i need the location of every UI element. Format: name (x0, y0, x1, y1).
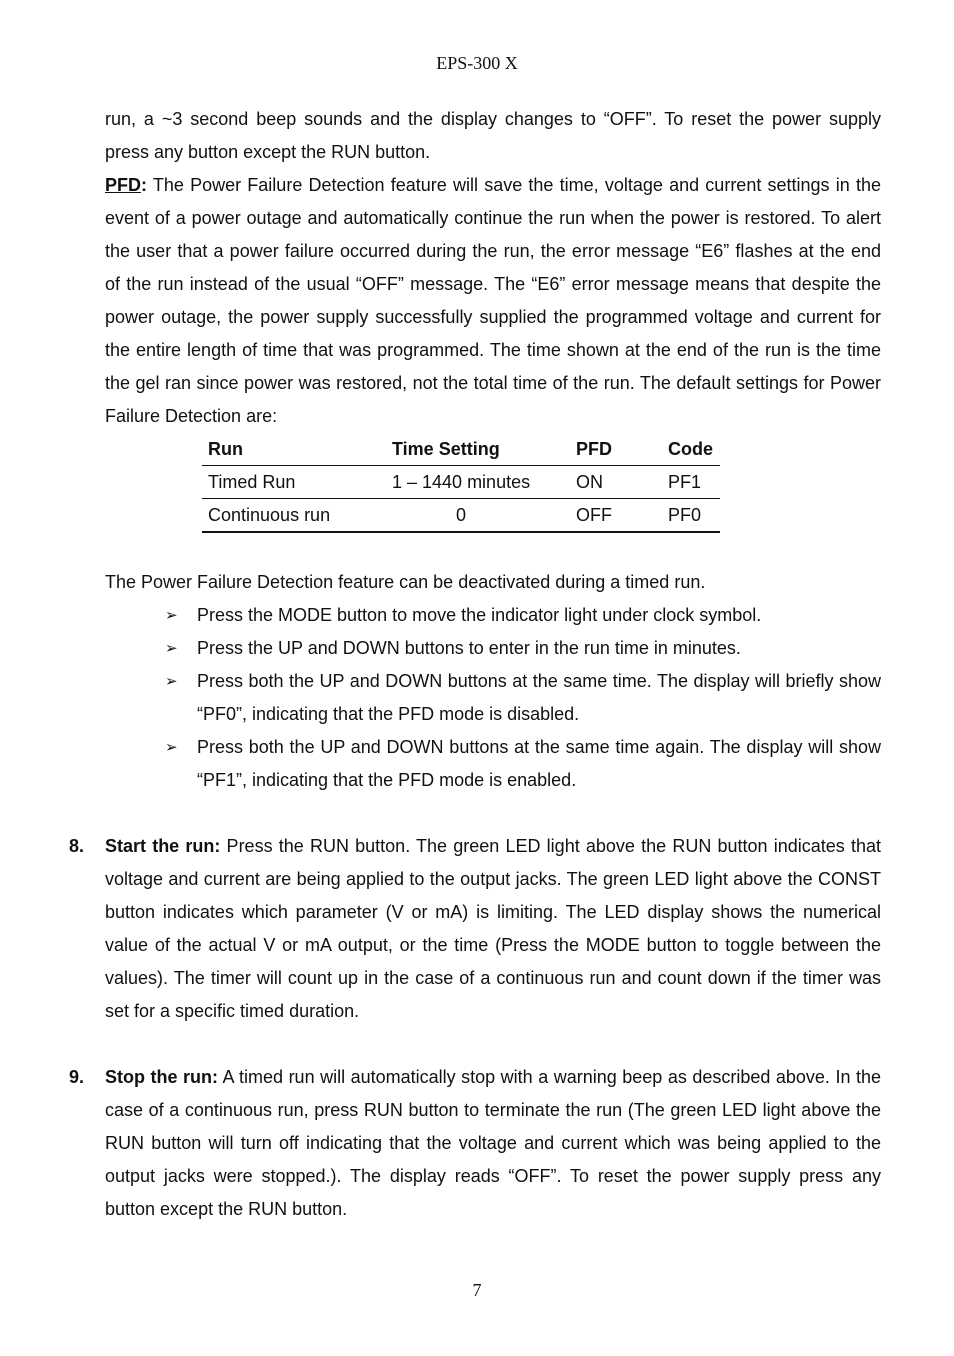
arrow-bullet-icon: ➢ (165, 673, 178, 690)
step-text: A timed run will automatically stop with a warning beep as described above. In the case of a continuous run, press RUN button to terminate the run (The green LED light above the RUN button will turn off indicating that the voltage and current which was being applied to the output jacks were stopped.). The display reads “OFF”. To reset the power supply press any button except the RUN button. (105, 1067, 881, 1219)
arrow-bullet-icon: ➢ (165, 607, 178, 624)
list-item (105, 599, 881, 632)
table-header-row (202, 433, 720, 466)
arrow-bullet-icon: ➢ (165, 640, 178, 657)
table-row (202, 499, 720, 533)
cell-pfd: ON (570, 466, 662, 499)
step-stop-run (69, 1061, 881, 1226)
step-text: Press the RUN button. The green LED light above the RUN button indicates that voltage and current are being applied to the output jacks. The green LED light above the CONST button indicates which parameter (V or mA) is limiting. The LED display shows the numerical value of the actual V or mA output, or the time (Press the MODE button to toggle between the values). The timer will count up in the case of a continuous run and count down if the timer was set for a specific timed duration. (105, 836, 881, 1021)
list-item-text: Press both the UP and DOWN buttons at the same time again. The display will show “PF1”, indicating that the PFD mode is enabled. (197, 737, 881, 790)
table-row (202, 466, 720, 499)
step-lead: Start the run: (105, 836, 221, 856)
col-header-pfd: PFD (570, 433, 662, 466)
page-number: 7 (472, 1280, 482, 1300)
list-item (105, 665, 881, 731)
pfd-text: The Power Failure Detection feature will save the time, voltage and current settings in the event of a power outage and automatically continue the run when the power is restored. To alert the user that a power failure occurred during the run, the error message “E6” flashes at the end of the run instead of the usual “OFF” message. The “E6” error message means that despite the power outage, the power supply successfully supplied the programmed voltage and current for the entire length of time that was programmed. The time shown at the end of the run is the time the gel ran since power was restored, not the total time of the run. The default settings for Power Failure Detection are: (105, 175, 881, 426)
page-content (69, 103, 881, 1226)
arrow-bullet-icon: ➢ (165, 739, 178, 756)
pfd-paragraph (105, 169, 881, 433)
cell-pfd: OFF (570, 499, 662, 533)
deactivate-intro: The Power Failure Detection feature can be deactivated during a timed run. (105, 572, 706, 592)
col-header-time-setting: Time Setting (386, 433, 570, 466)
list-item-text: Press both the UP and DOWN buttons at the same time. The display will briefly show “PF0”, indicating that the PFD mode is disabled. (197, 671, 881, 724)
cell-run: Continuous run (202, 499, 386, 533)
col-header-code: Code (662, 433, 720, 466)
spacer (105, 533, 881, 566)
intro-paragraph: run, a ~3 second beep sounds and the display changes to “OFF”. To reset the power supply press any button except the RUN button. (105, 109, 881, 162)
cell-time-setting: 1 – 1440 minutes (386, 466, 570, 499)
spacer (105, 797, 881, 830)
step-number: 8. (69, 836, 85, 856)
step-start-run (69, 830, 881, 1028)
cell-code: PF0 (662, 499, 720, 533)
step-lead: Stop the run: (105, 1067, 218, 1087)
cell-time-setting: 0 (386, 499, 570, 533)
list-item (105, 632, 881, 665)
list-item-text: Press the UP and DOWN buttons to enter in the run time in minutes. (197, 638, 741, 658)
cell-run: Timed Run (202, 466, 386, 499)
cell-code: PF1 (662, 466, 720, 499)
spacer (105, 1028, 881, 1061)
pfd-colon: : (141, 175, 147, 195)
list-item-text: Press the MODE button to move the indicator light under clock symbol. (197, 605, 762, 625)
list-item (105, 731, 881, 797)
page-header: EPS-300 X (436, 53, 518, 73)
step-number: 9. (69, 1067, 85, 1087)
pfd-settings-table (202, 433, 720, 533)
instruction-list (105, 599, 881, 797)
col-header-run: Run (202, 433, 386, 466)
pfd-label: PFD (105, 175, 141, 195)
